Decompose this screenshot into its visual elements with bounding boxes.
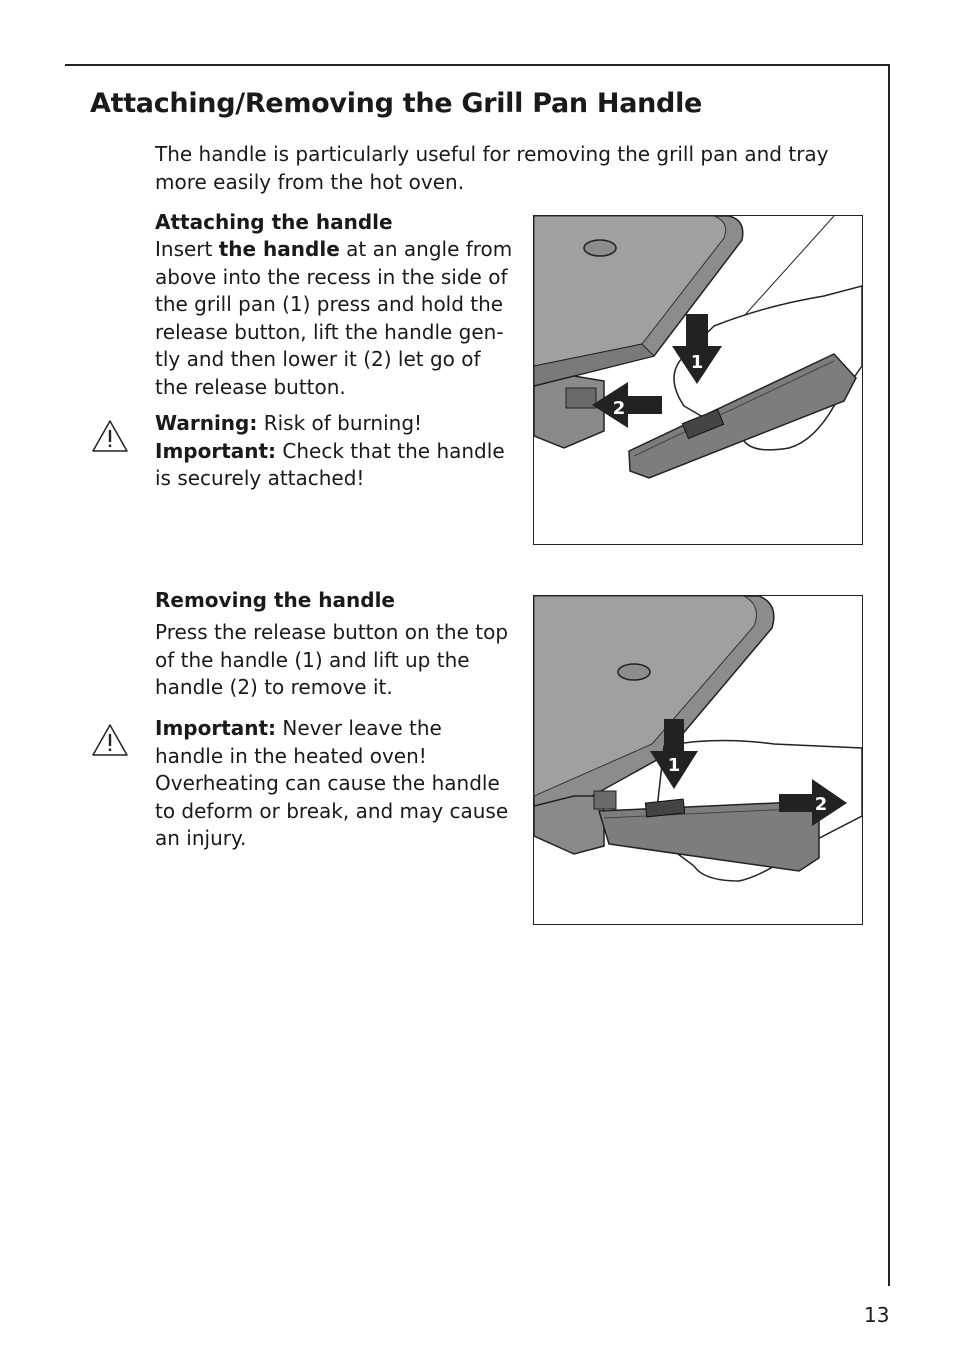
important-text: Never leave the handle in the heated oven! Overheating can cause the handle to deform or break, and may cause an injury. [155,716,509,850]
warning-triangle-icon [90,418,130,454]
remove-arrow-2-label: 2 [814,794,828,815]
removing-instructions: Press the release button on the top of the handle (1) and lift up the handle (2) to remove it. [155,620,509,699]
important-text: Check that the handle is securely attached! [155,438,505,490]
warning-text: Risk of burning! [257,411,423,435]
top-rule [65,64,890,66]
attaching-instructions [155,236,515,401]
attaching-figure [533,215,863,545]
warning-label: Warning: [155,411,258,435]
attach-arrow-2-label: 2 [612,398,626,419]
removing-figure [533,595,863,925]
intro-paragraph: The handle is particularly useful for removing the grill pan and tray more easily from the hot oven. [155,142,829,194]
attach-arrow-1-label: 1 [690,352,704,373]
important-label: Important: [155,438,277,463]
warning-triangle-icon [90,722,130,758]
attaching-text-bold: the handle [218,237,340,261]
right-rule [888,64,890,1286]
attaching-warning [155,410,515,493]
page-title: Attaching/Removing the Grill Pan Handle [90,88,703,119]
page-number: 13 [864,1303,890,1327]
attaching-text-1: Insert [155,237,219,261]
attaching-text-2: at an angle from above into the recess in the side of the grill pan (1) press and hold the release button, lift the handle gen-tly and then lower it (2) let go of the release button. [155,237,513,399]
removing-heading: Removing the handle [155,588,395,612]
removing-warning [155,715,515,853]
remove-arrow-1-label: 1 [667,755,681,776]
important-label: Important: [155,716,277,740]
attaching-heading: Attaching the handle [155,210,393,234]
